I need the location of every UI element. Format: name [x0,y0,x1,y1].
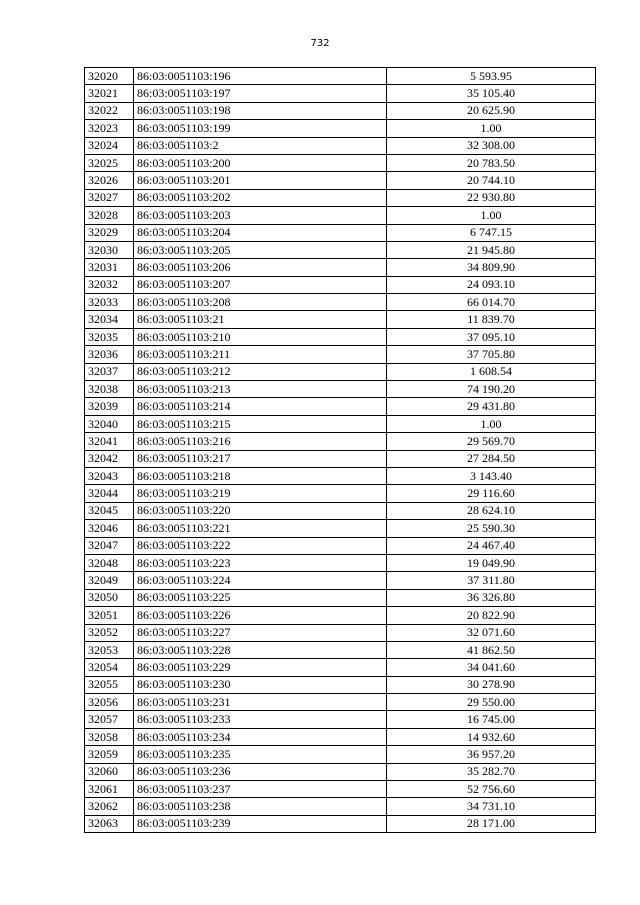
table-row [85,676,596,693]
cadastral-number: 86:03:0051103:218 [134,467,387,484]
row-number: 32056 [85,694,134,711]
row-number: 32042 [85,450,134,467]
table-row [85,415,596,432]
cadastral-value: 5 593.95 [387,68,596,85]
table-row [85,467,596,484]
cadastral-value: 34 041.60 [387,659,596,676]
table-body [85,68,596,833]
cadastral-number: 86:03:0051103:222 [134,537,387,554]
table-row [85,85,596,102]
table-row [85,259,596,276]
cadastral-value: 35 105.40 [387,85,596,102]
cadastral-value: 1.00 [387,120,596,137]
row-number: 32061 [85,781,134,798]
cadastral-value: 20 625.90 [387,102,596,119]
cadastral-number: 86:03:0051103:223 [134,554,387,571]
row-number: 32049 [85,572,134,589]
table-row [85,728,596,745]
cadastral-value: 34 731.10 [387,798,596,815]
cadastral-value: 21 945.80 [387,241,596,258]
table-row [85,537,596,554]
table-row [85,520,596,537]
cadastral-value: 20 822.90 [387,607,596,624]
cadastral-number: 86:03:0051103:226 [134,607,387,624]
cadastral-number: 86:03:0051103:205 [134,241,387,258]
cadastral-value: 6 747.15 [387,224,596,241]
row-number: 32062 [85,798,134,815]
row-number: 32025 [85,154,134,171]
cadastral-number: 86:03:0051103:207 [134,276,387,293]
table-row [85,363,596,380]
cadastral-number: 86:03:0051103:235 [134,746,387,763]
table-row [85,746,596,763]
cadastral-number: 86:03:0051103:208 [134,294,387,311]
row-number: 32024 [85,137,134,154]
cadastral-value: 29 116.60 [387,485,596,502]
cadastral-number: 86:03:0051103:2 [134,137,387,154]
row-number: 32020 [85,68,134,85]
table-row [85,294,596,311]
cadastral-value: 16 745.00 [387,711,596,728]
cadastral-value: 1.00 [387,415,596,432]
cadastral-number: 86:03:0051103:206 [134,259,387,276]
table-row [85,172,596,189]
cadastral-value: 32 308.00 [387,137,596,154]
cadastral-value: 28 171.00 [387,815,596,832]
row-number: 32029 [85,224,134,241]
table-row [85,554,596,571]
row-number: 32058 [85,728,134,745]
page-number: 732 [310,38,330,49]
table-row [85,607,596,624]
row-number: 32021 [85,85,134,102]
table-row [85,276,596,293]
row-number: 32047 [85,537,134,554]
row-number: 32034 [85,311,134,328]
cadastral-value: 11 839.70 [387,311,596,328]
cadastral-value: 28 624.10 [387,502,596,519]
cadastral-value: 37 095.10 [387,328,596,345]
row-number: 32060 [85,763,134,780]
cadastral-value: 24 467.40 [387,537,596,554]
table-row [85,485,596,502]
row-number: 32055 [85,676,134,693]
cadastral-number: 86:03:0051103:200 [134,154,387,171]
table-row [85,154,596,171]
row-number: 32022 [85,102,134,119]
cadastral-number: 86:03:0051103:230 [134,676,387,693]
cadastral-value: 29 431.80 [387,398,596,415]
table-row [85,68,596,85]
table-row [85,815,596,832]
table-row [85,433,596,450]
cadastral-number: 86:03:0051103:224 [134,572,387,589]
row-number: 32030 [85,241,134,258]
row-number: 32033 [85,294,134,311]
table-row [85,207,596,224]
cadastral-value: 29 550.00 [387,694,596,711]
row-number: 32057 [85,711,134,728]
cadastral-number: 86:03:0051103:229 [134,659,387,676]
row-number: 32051 [85,607,134,624]
cadastral-value: 27 284.50 [387,450,596,467]
cadastral-number: 86:03:0051103:202 [134,189,387,206]
table-row [85,346,596,363]
row-number: 32035 [85,328,134,345]
table-row [85,241,596,258]
cadastral-number: 86:03:0051103:213 [134,381,387,398]
table-row [85,381,596,398]
cadastral-number: 86:03:0051103:236 [134,763,387,780]
row-number: 32050 [85,589,134,606]
cadastral-number: 86:03:0051103:219 [134,485,387,502]
table-row [85,502,596,519]
cadastral-value: 22 930.80 [387,189,596,206]
row-number: 32028 [85,207,134,224]
table-row [85,781,596,798]
table-row [85,328,596,345]
cadastral-number: 86:03:0051103:197 [134,85,387,102]
cadastral-value: 24 093.10 [387,276,596,293]
row-number: 32036 [85,346,134,363]
cadastral-number: 86:03:0051103:203 [134,207,387,224]
table-row [85,120,596,137]
cadastral-value-table [84,67,596,833]
cadastral-value: 1.00 [387,207,596,224]
cadastral-value: 30 278.90 [387,676,596,693]
cadastral-value: 19 049.90 [387,554,596,571]
cadastral-number: 86:03:0051103:210 [134,328,387,345]
cadastral-value: 25 590.30 [387,520,596,537]
row-number: 32040 [85,415,134,432]
cadastral-value: 34 809.90 [387,259,596,276]
table-row [85,798,596,815]
row-number: 32063 [85,815,134,832]
cadastral-number: 86:03:0051103:239 [134,815,387,832]
cadastral-value: 66 014.70 [387,294,596,311]
table-row [85,311,596,328]
cadastral-number: 86:03:0051103:238 [134,798,387,815]
row-number: 32044 [85,485,134,502]
row-number: 32027 [85,189,134,206]
table-row [85,450,596,467]
table-row [85,572,596,589]
cadastral-number: 86:03:0051103:221 [134,520,387,537]
row-number: 32031 [85,259,134,276]
table-row [85,711,596,728]
cadastral-value: 14 932.60 [387,728,596,745]
row-number: 32023 [85,120,134,137]
table-row [85,641,596,658]
cadastral-number: 86:03:0051103:228 [134,641,387,658]
cadastral-value: 20 744.10 [387,172,596,189]
row-number: 32032 [85,276,134,293]
cadastral-number: 86:03:0051103:234 [134,728,387,745]
row-number: 32038 [85,381,134,398]
table-row [85,659,596,676]
table-row [85,624,596,641]
row-number: 32059 [85,746,134,763]
table-row [85,102,596,119]
cadastral-number: 86:03:0051103:198 [134,102,387,119]
cadastral-number: 86:03:0051103:220 [134,502,387,519]
cadastral-number: 86:03:0051103:204 [134,224,387,241]
cadastral-value: 36 957.20 [387,746,596,763]
row-number: 32026 [85,172,134,189]
cadastral-number: 86:03:0051103:211 [134,346,387,363]
cadastral-value: 35 282.70 [387,763,596,780]
cadastral-value: 52 756.60 [387,781,596,798]
cadastral-value: 41 862.50 [387,641,596,658]
row-number: 32043 [85,467,134,484]
row-number: 32039 [85,398,134,415]
cadastral-number: 86:03:0051103:212 [134,363,387,380]
cadastral-number: 86:03:0051103:217 [134,450,387,467]
cadastral-number: 86:03:0051103:216 [134,433,387,450]
row-number: 32037 [85,363,134,380]
cadastral-value: 36 326.80 [387,589,596,606]
cadastral-value: 74 190.20 [387,381,596,398]
table-row [85,189,596,206]
table-row [85,694,596,711]
cadastral-number: 86:03:0051103:214 [134,398,387,415]
cadastral-number: 86:03:0051103:201 [134,172,387,189]
table-row [85,398,596,415]
cadastral-number: 86:03:0051103:215 [134,415,387,432]
cadastral-number: 86:03:0051103:225 [134,589,387,606]
table-row [85,589,596,606]
row-number: 32052 [85,624,134,641]
cadastral-value: 1 608.54 [387,363,596,380]
cadastral-value: 20 783.50 [387,154,596,171]
cadastral-value: 29 569.70 [387,433,596,450]
cadastral-number: 86:03:0051103:196 [134,68,387,85]
row-number: 32053 [85,641,134,658]
cadastral-value: 32 071.60 [387,624,596,641]
row-number: 32054 [85,659,134,676]
cadastral-value: 37 705.80 [387,346,596,363]
table-row [85,224,596,241]
row-number: 32046 [85,520,134,537]
cadastral-value: 3 143.40 [387,467,596,484]
cadastral-number: 86:03:0051103:237 [134,781,387,798]
cadastral-number: 86:03:0051103:227 [134,624,387,641]
cadastral-number: 86:03:0051103:199 [134,120,387,137]
row-number: 32041 [85,433,134,450]
table-row [85,763,596,780]
row-number: 32045 [85,502,134,519]
cadastral-number: 86:03:0051103:231 [134,694,387,711]
cadastral-number: 86:03:0051103:233 [134,711,387,728]
cadastral-value: 37 311.80 [387,572,596,589]
cadastral-number: 86:03:0051103:21 [134,311,387,328]
table-row [85,137,596,154]
row-number: 32048 [85,554,134,571]
